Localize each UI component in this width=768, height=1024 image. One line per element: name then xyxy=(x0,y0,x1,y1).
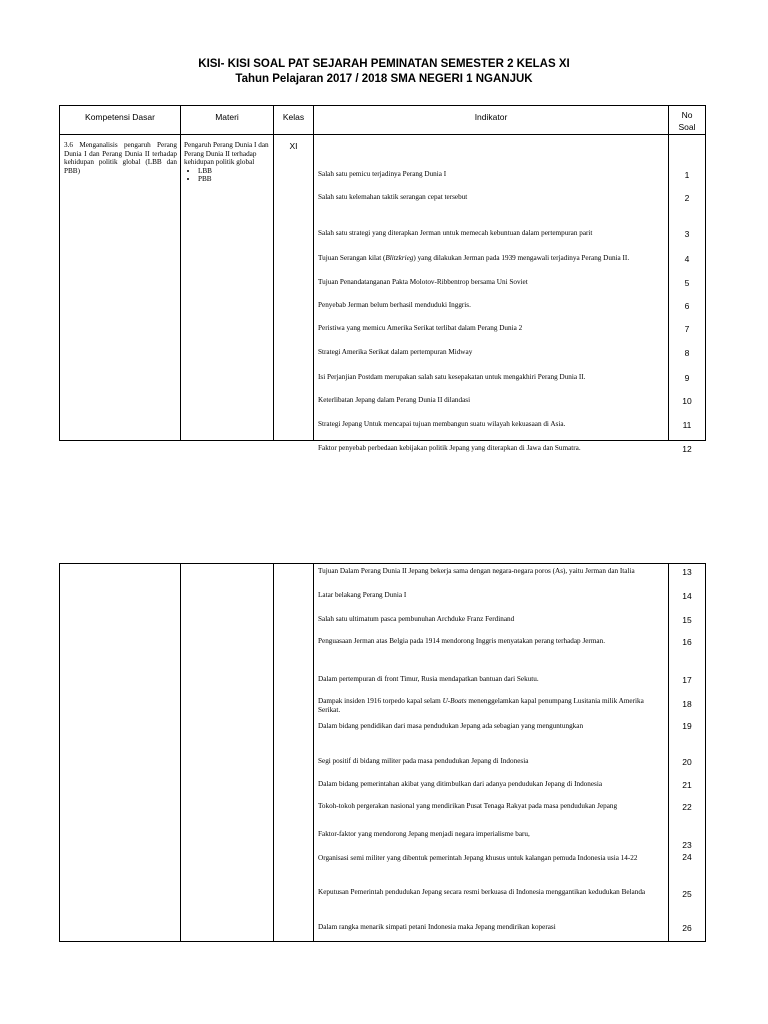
indikator-cell xyxy=(314,135,669,452)
col-header-no-soal: No Soal xyxy=(669,106,706,135)
indikator-text: Dampak insiden 1916 torpedo kapal selam U-Boats menenggelamkan kapal penumpang Lusitania milik Amerika Serikat. xyxy=(318,697,644,714)
no-soal-number: 1 xyxy=(684,170,690,180)
no-soal-number: 13 xyxy=(682,567,692,577)
no-soal-cell xyxy=(669,135,706,454)
col-header-materi: Materi xyxy=(181,106,274,135)
indikator-text: Salah satu ultimatum pasca pembunuhan Archduke Franz Ferdinand xyxy=(318,615,515,623)
no-soal-number: 9 xyxy=(684,373,690,383)
col-header-indikator: Indikator xyxy=(314,106,669,135)
indikator-text: Latar belakang Perang Dunia I xyxy=(318,591,407,599)
kompetensi-dasar-cell xyxy=(60,564,181,942)
indikator-text: Keterlibatan Jepang dalam Perang Dunia II dilandasi xyxy=(318,396,471,404)
no-soal-number: 7 xyxy=(684,324,690,334)
no-soal-number: 18 xyxy=(682,699,692,709)
no-soal-number: 12 xyxy=(682,444,692,454)
indikator-text: Organisasi semi militer yang dibentuk pemerintah Jepang khusus untuk kalangan pemuda Indonesia usia 14-22 xyxy=(318,854,638,862)
no-soal-number: 20 xyxy=(682,757,692,767)
materi-list xyxy=(184,167,271,184)
kompetensi-dasar-text: 3.6 Menganalisis pengaruh Perang Dunia I dan Perang Dunia II terhadap kehidupan politik global (LBB dan PBB) xyxy=(64,141,177,175)
indikator-text: Keputusan Pemerintah pendudukan Jepang secara resmi berkuasa di Indonesia menggantikan kedudukan Belanda xyxy=(318,888,646,896)
no-soal-number: 11 xyxy=(682,420,692,430)
no-soal-number: 2 xyxy=(684,193,690,203)
indikator-text: Salah satu pemicu terjadinya Perang Dunia I xyxy=(318,170,447,178)
indikator-text: Dalam rangka menarik simpati petani Indonesia maka Jepang mendirikan koperasi xyxy=(318,923,556,931)
no-soal-number: 15 xyxy=(682,615,692,625)
no-soal-number: 22 xyxy=(682,802,692,812)
materi-text: Pengaruh Perang Dunia I dan Perang Dunia II terhadap kehidupan politik global xyxy=(184,141,269,166)
materi-item: • LBB xyxy=(198,167,271,176)
kelas-cell xyxy=(274,564,314,942)
materi-cell xyxy=(181,564,274,942)
indikator-text: Penyebab Jerman belum berhasil menduduki Inggris. xyxy=(318,301,471,309)
indikator-text: Strategi Jepang Untuk mencapai tujuan membangun suatu wilayah kekuasaan di Asia. xyxy=(318,420,566,428)
no-soal-number: 6 xyxy=(684,301,690,311)
no-soal-number: 3 xyxy=(684,229,690,239)
no-soal-number: 14 xyxy=(682,591,692,601)
no-soal-number: 23 xyxy=(682,840,692,850)
indikator-text: Tujuan Penandatanganan Pakta Molotov-Ribbentrop bersama Uni Soviet xyxy=(318,278,528,286)
materi-item: • PBB xyxy=(198,175,271,184)
indikator-text: Tokoh-tokoh pergerakan nasional yang mendirikan Pusat Tenaga Rakyat pada masa pendudukan Jepang xyxy=(318,802,618,810)
no-soal-number: 24 xyxy=(682,852,692,862)
no-soal-number: 26 xyxy=(682,923,692,933)
no-soal-number: 4 xyxy=(684,254,690,264)
kelas-cell: XI xyxy=(274,135,314,441)
indikator-text: Faktor-faktor yang mendorong Jepang menjadi negara imperialisme baru, xyxy=(318,830,530,838)
no-soal-cell xyxy=(669,564,706,942)
materi-cell xyxy=(181,135,274,441)
document-title: KISI- KISI SOAL PAT SEJARAH PEMINATAN SEMESTER 2 KELAS XI xyxy=(198,58,570,70)
indikator-text: Penguasaan Jerman atas Belgia pada 1914 mendorong Inggris menyatakan perang terhadap Jerman. xyxy=(318,637,606,645)
indikator-text: Peristiwa yang memicu Amerika Serikat terlibat dalam Perang Dunia 2 xyxy=(318,324,523,332)
kisi-kisi-table xyxy=(59,105,706,454)
indikator-text: Salah satu strategi yang diterapkan Jerman untuk memecah kebuntuan dalam pertempuran parit xyxy=(318,229,593,237)
indikator-text: Strategi Amerika Serikat dalam pertempuran Midway xyxy=(318,348,473,356)
no-soal-number: 25 xyxy=(682,889,692,899)
indikator-text: Tujuan Dalam Perang Dunia II Jepang bekerja sama dengan negara-negara poros (As), yaitu Jerman dan Italia xyxy=(318,567,635,575)
no-soal-number: 21 xyxy=(682,780,692,790)
indikator-cell xyxy=(314,564,669,942)
no-soal-number: 10 xyxy=(682,396,692,406)
indikator-text: Faktor penyebab perbedaan kebijakan politik Jepang yang diterapkan di Jawa dan Sumatra. xyxy=(318,444,581,452)
no-soal-number: 16 xyxy=(682,637,692,647)
no-soal-number: 5 xyxy=(684,278,690,288)
kompetensi-dasar-cell xyxy=(60,135,181,441)
indikator-text: Dalam bidang pendidikan dari masa pendudukan Jepang ada sebagian yang menguntungkan xyxy=(318,722,584,730)
col-header-kompetensi-dasar: Kompetensi Dasar xyxy=(60,106,181,135)
col-header-kelas: Kelas xyxy=(274,106,314,135)
document-subtitle: Tahun Pelajaran 2017 / 2018 SMA NEGERI 1 NGANJUK xyxy=(235,73,533,85)
no-soal-number: 8 xyxy=(684,348,690,358)
kisi-kisi-table-continued xyxy=(59,563,706,942)
indikator-text: Salah satu kelemahan taktik serangan cepat tersebut xyxy=(318,193,468,201)
indikator-text: Dalam pertempuran di front Timur, Rusia mendapatkan bantuan dari Sekutu. xyxy=(318,675,539,683)
no-soal-number: 19 xyxy=(682,721,692,731)
no-soal-number: 17 xyxy=(682,675,692,685)
indikator-text: Tujuan Serangan kilat (Blitzkrieg) yang dilakukan Jerman pada 1939 mengawali terjadinya Perang Dunia II. xyxy=(318,254,630,262)
indikator-text: Dalam bidang pemerintahan akibat yang ditimbulkan dari adanya pendudukan Jepang di Indonesia xyxy=(318,780,603,788)
indikator-text: Segi positif di bidang militer pada masa pendudukan Jepang di Indonesia xyxy=(318,757,529,765)
indikator-text: Isi Perjanjian Postdam merupakan salah satu kesepakatan untuk mengakhiri Perang Dunia II. xyxy=(318,373,586,381)
